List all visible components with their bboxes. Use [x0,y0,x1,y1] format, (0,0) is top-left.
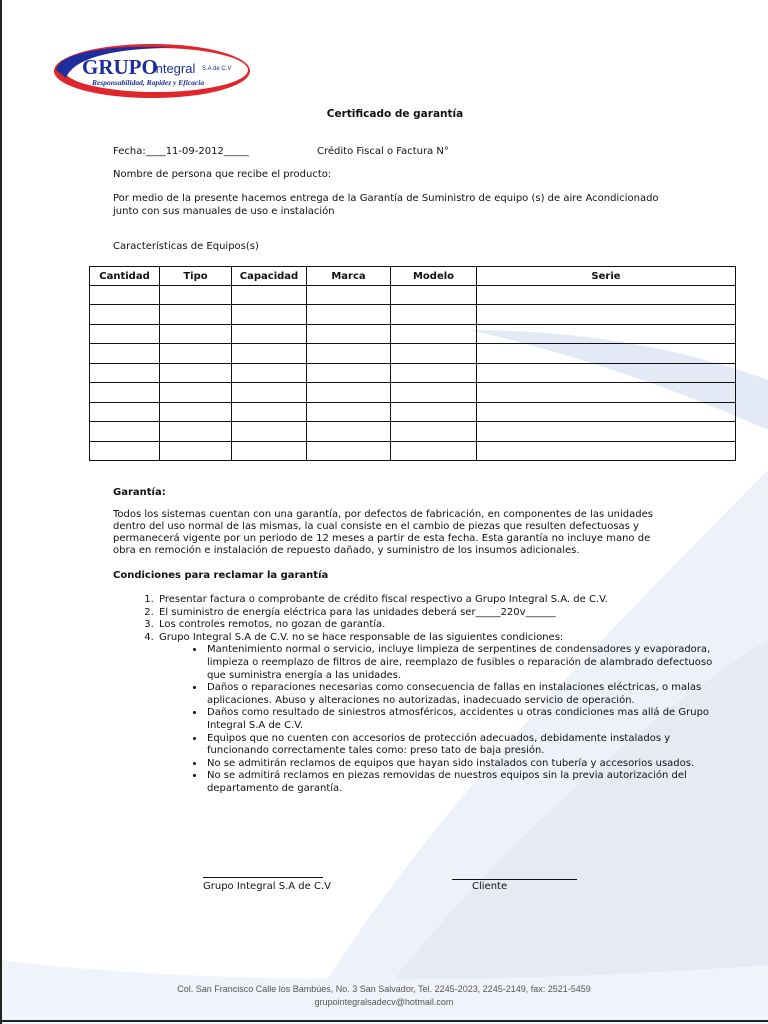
table-row [90,422,736,441]
table-cell[interactable] [160,324,232,343]
table-cell[interactable] [307,363,391,382]
column-header-serie: Serie [477,267,736,286]
logo-tagline: Responsabilidad, Rapidez y Eficacia [92,78,205,87]
table-cell[interactable] [232,344,307,363]
table-cell[interactable] [477,363,736,382]
list-item: 3. Los controles remotos, no gozan de garantía. [157,619,717,632]
page-border-left [0,0,2,1024]
garantia-line-2: dentro del uso normal de las mismas, la cual consiste en el cambio de piezas que resulten defectuosas y [113,521,639,532]
table-cell[interactable] [160,441,232,461]
table-cell[interactable] [232,383,307,402]
signature-client-label: Cliente [472,881,508,892]
table-cell[interactable] [160,402,232,421]
condiciones-heading: Condiciones para reclamar la garantía [113,570,329,581]
table-cell[interactable] [477,422,736,441]
table-cell[interactable] [307,324,391,343]
table-cell[interactable] [232,402,307,421]
table-cell[interactable] [232,363,307,382]
footer-address: Col. San Francisco Calle los Bambúes, No. 3 San Salvador, Tel. 2245-2023, 2245-2149, fax: 2521-5459 [177,984,591,994]
table-cell[interactable] [307,383,391,402]
table-cell[interactable] [307,305,391,324]
list-item-text: Grupo Integral S.A de C.V. no se hace responsable de las siguientes condiciones: [159,631,564,643]
list-item: 1. Presentar factura o comprobante de crédito fiscal respectivo a Grupo Integral S.A. de C.V. [157,594,717,607]
table-cell[interactable] [391,363,477,382]
bullet-item: • Mantenimiento normal o servicio, incluye limpieza de serpentines de condensadores y evaporadora, limpieza o reemplazo de filtros de aire, reemplazo de fusibles o reparación de alambrado defectuoso que suministra energía a las unidades. [205,644,717,682]
table-cell[interactable] [307,441,391,461]
table-cell[interactable] [160,344,232,363]
garantia-line-3: permanecerá vigente por un periodo de 12 meses a partir de esta fecha. Esta garantía no incluye mano de [113,533,651,544]
table-cell[interactable] [307,286,391,305]
page-border-bottom [0,1020,768,1022]
table-row [90,363,736,382]
table-cell[interactable] [477,383,736,402]
bullet-item: • Daños o reparaciones necesarias como consecuencia de fallas en instalaciones eléctricas, o malas aplicaciones. Abuso y alteraciones no autorizadas, inadecuado servicio de operación. [205,682,717,707]
table-row [90,383,736,402]
table-cell[interactable] [232,286,307,305]
table-cell[interactable] [90,286,160,305]
footer-email: grupointegralsadecv@hotmail.com [314,997,454,1007]
signature-line-company [203,877,323,878]
table-cell[interactable] [160,286,232,305]
table-cell[interactable] [232,422,307,441]
table-cell[interactable] [90,324,160,343]
intro-line-1: Por medio de la presente hacemos entrega de la Garantía de Suministro de equipo (s) de aire Acondicionado [113,193,659,204]
exclusions-list [159,644,717,795]
table-cell[interactable] [90,344,160,363]
condiciones-list [113,594,717,796]
table-cell[interactable] [160,422,232,441]
list-item [157,632,717,796]
table-cell[interactable] [477,305,736,324]
table-cell[interactable] [391,383,477,402]
table-cell[interactable] [477,324,736,343]
list-item: 2. El suministro de energía eléctrica para las unidades deberá ser_____220v______ [157,607,717,620]
table-cell[interactable] [307,344,391,363]
table-cell[interactable] [391,305,477,324]
table-cell[interactable] [307,422,391,441]
table-cell[interactable] [90,363,160,382]
table-cell[interactable] [90,305,160,324]
table-cell[interactable] [90,441,160,461]
equipment-table [89,266,736,461]
table-cell[interactable] [391,344,477,363]
table-row [90,324,736,343]
caracteristicas-label: Características de Equipos(s) [113,241,259,252]
credito-fiscal-label: Crédito Fiscal o Factura N° [317,146,449,157]
column-header-cantidad: Cantidad [90,267,160,286]
column-header-capacidad: Capacidad [232,267,307,286]
garantia-heading: Garantía: [113,487,166,498]
table-row [90,344,736,363]
table-cell[interactable] [160,383,232,402]
table-body [90,286,736,461]
table-cell[interactable] [90,402,160,421]
garantia-line-4: obra en remoción e instalación de repuesto dañado, y suministro de los insumos adicionales. [113,545,580,556]
table-cell[interactable] [90,422,160,441]
table-cell[interactable] [160,305,232,324]
signature-company-label: Grupo Integral S.A de C.V [203,881,331,892]
table-cell[interactable] [391,422,477,441]
logo-main-text: GRUPO [82,55,158,79]
table-cell[interactable] [232,324,307,343]
bullet-item: • No se admitirán reclamos de equipos que hayan sido instalados con tubería y accesorios usados. [205,758,717,771]
table-row [90,441,736,461]
bullet-item: • Daños como resultado de siniestros atmosféricos, accidentes u otras condiciones mas allá de Grupo Integral S.A de C.V. [205,707,717,732]
document-title: Certificado de garantía [326,108,464,120]
column-header-marca: Marca [307,267,391,286]
fecha-line: Fecha:____11-09-2012_____ [113,146,249,157]
table-cell[interactable] [90,383,160,402]
table-row [90,305,736,324]
table-cell[interactable] [477,441,736,461]
intro-line-2: junto con sus manuales de uso e instalación [113,206,335,217]
table-cell[interactable] [391,402,477,421]
column-header-tipo: Tipo [160,267,232,286]
table-cell[interactable] [477,286,736,305]
recibe-producto-label: Nombre de persona que recibe el producto: [113,169,332,180]
bullet-item: • No se admitirá reclamos en piezas removidas de nuestros equipos sin la previa autorización del departamento de garantía. [205,770,717,795]
table-cell[interactable] [232,305,307,324]
logo-suffix-text: S.A de C.V [202,66,232,72]
table-cell[interactable] [232,441,307,461]
table-cell[interactable] [307,402,391,421]
table-header-row [90,267,736,286]
table-row [90,402,736,421]
table-row [90,286,736,305]
column-header-modelo: Modelo [391,267,477,286]
table-cell[interactable] [391,286,477,305]
signature-line-client [452,879,577,880]
table-cell[interactable] [477,402,736,421]
company-logo [52,44,256,102]
garantia-line-1: Todos los sistemas cuentan con una garantía, por defectos de fabricación, en componentes de las unidades [113,509,653,520]
logo-sub-text: Integral [152,61,196,76]
bullet-item: • Equipos que no cuenten con accesorios de protección adecuados, debidamente instalados y funcionando correctamente tales como: preso tato de baja presión. [205,733,717,758]
table-cell[interactable] [477,344,736,363]
table-cell[interactable] [160,363,232,382]
table-cell[interactable] [391,441,477,461]
table-cell[interactable] [391,324,477,343]
